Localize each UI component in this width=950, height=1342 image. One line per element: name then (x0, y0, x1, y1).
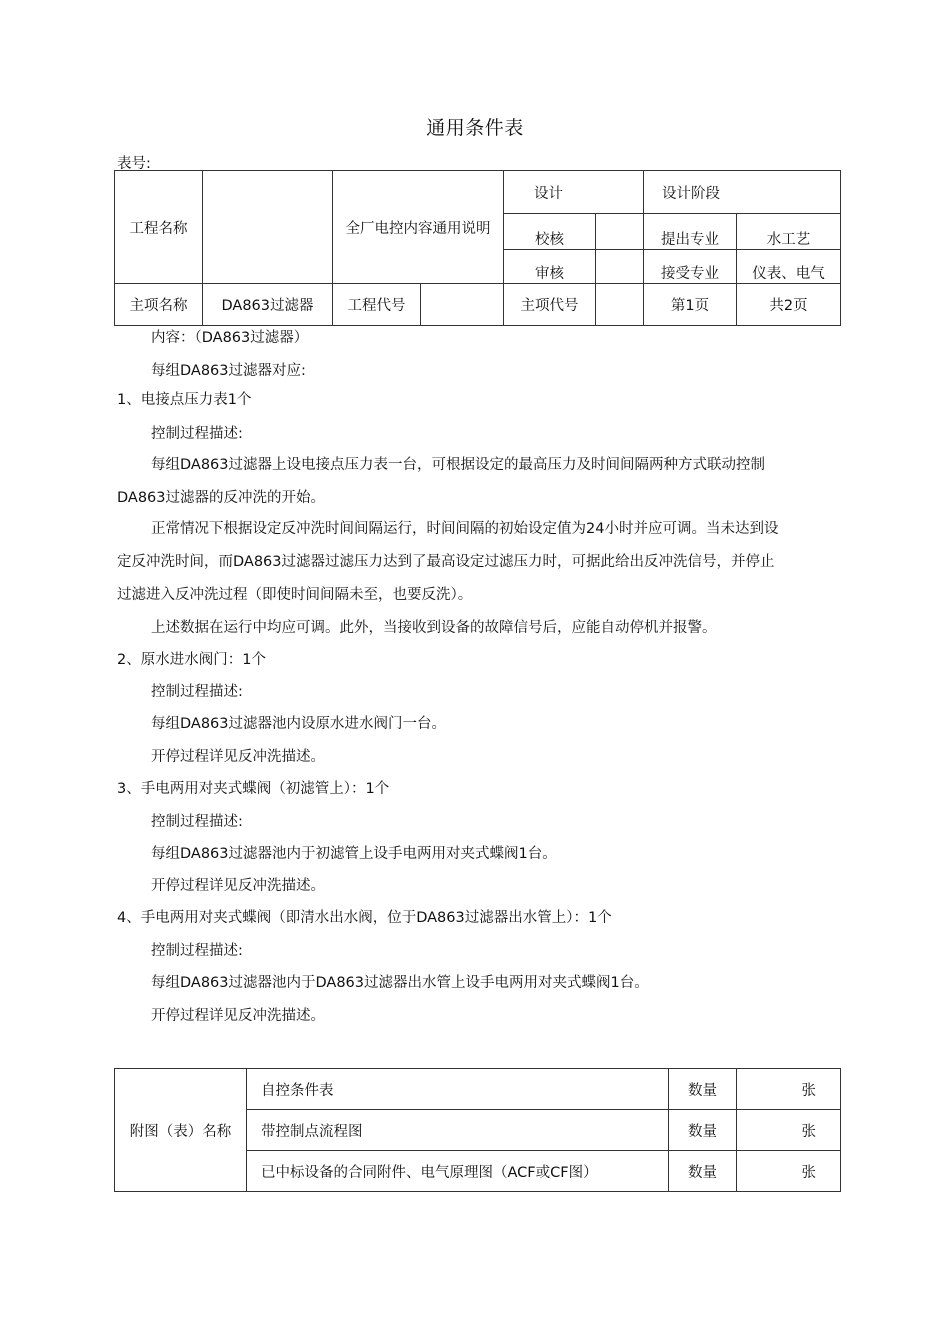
content-line: 每组DA863过滤器对应: (151, 363, 306, 379)
content-line: 开停过程详见反冲洗描述。 (151, 1008, 325, 1024)
check-value (596, 214, 644, 250)
item-name-value: DA863过滤器 (203, 284, 333, 326)
header-description: 全厂电控内容通用说明 (333, 171, 504, 284)
page-title: 通用条件表 (426, 117, 524, 139)
content-line: 控制过程描述: (151, 943, 243, 959)
content-line: 控制过程描述: (151, 814, 243, 830)
total-pages: 共2页 (737, 284, 841, 326)
content-line: 开停过程详见反冲洗描述。 (151, 878, 325, 894)
content-line: 每组DA863过滤器上设电接点压力表一台，可根据设定的最高压力及时间间隔两种方式联动控制 (151, 457, 766, 473)
check-label: 校核 (504, 214, 596, 250)
attachment-unit: 张 (737, 1069, 841, 1110)
attachment-qty-label: 数量 (669, 1110, 737, 1151)
design-label: 设计 (504, 171, 644, 214)
content-line: 过滤进入反冲洗过程（即使时间间隔未至，也要反洗）。 (117, 587, 473, 603)
design-stage-label: 设计阶段 (644, 171, 841, 214)
form-number-label: 表号: (117, 156, 151, 172)
attachment-name: 已中标设备的合同附件、电气原理图（ACF或CF图） (247, 1151, 669, 1192)
project-name-value (203, 171, 333, 284)
propose-discipline-label: 提出专业 (644, 214, 737, 250)
receive-discipline-value: 仪表、电气 (737, 250, 841, 284)
propose-discipline-value: 水工艺 (737, 214, 841, 250)
attachment-name: 自控条件表 (247, 1069, 669, 1110)
attachment-unit: 张 (737, 1110, 841, 1151)
content-line: 控制过程描述: (151, 426, 243, 442)
content-line: 控制过程描述: (151, 684, 243, 700)
content-line: 内容：（DA863过滤器） (151, 330, 309, 346)
review-label: 审核 (504, 250, 596, 284)
project-code-value (421, 284, 504, 326)
content-line: 定反冲洗时间，而DA863过滤器过滤压力达到了最高设定过滤压力时，可据此给出反冲洗信号，并停止 (117, 554, 775, 570)
project-code-label: 工程代号 (333, 284, 421, 326)
content-line: 2、原水进水阀门：1个 (117, 652, 266, 668)
review-value (596, 250, 644, 284)
attachment-qty-label: 数量 (669, 1069, 737, 1110)
project-name-label: 工程名称 (115, 171, 203, 284)
attachment-name: 带控制点流程图 (247, 1110, 669, 1151)
attachments-table (114, 1068, 841, 1192)
item-name-label: 主项名称 (115, 284, 203, 326)
attachments-label: 附图（表）名称 (115, 1069, 247, 1192)
item-code-label: 主项代号 (504, 284, 596, 326)
receive-discipline-label: 接受专业 (644, 250, 737, 284)
content-line: 上述数据在运行中均应可调。此外，当接收到设备的故障信号后，应能自动停机并报警。 (151, 620, 717, 636)
page-number: 第1页 (644, 284, 737, 326)
content-line: 正常情况下根据设定反冲洗时间间隔运行，时间间隔的初始设定值为24小时并应可调。当未达到设 (151, 521, 779, 537)
content-line: 开停过程详见反冲洗描述。 (151, 749, 325, 765)
content-line: 1、电接点压力表1个 (117, 392, 252, 408)
content-line: 每组DA863过滤器池内于DA863过滤器出水管上设手电两用对夹式蝶阀1台。 (151, 975, 649, 991)
item-code-value (596, 284, 644, 326)
content-line: 每组DA863过滤器池内设原水进水阀门一台。 (151, 716, 447, 732)
attachment-qty-label: 数量 (669, 1151, 737, 1192)
content-line: 每组DA863过滤器池内于初滤管上设手电两用对夹式蝶阀1台。 (151, 846, 557, 862)
content-line: 4、手电两用对夹式蝶阀（即清水出水阀，位于DA863过滤器出水管上）：1个 (117, 910, 612, 926)
attachment-unit: 张 (737, 1151, 841, 1192)
content-line: 3、手电两用对夹式蝶阀（初滤管上）：1个 (117, 781, 390, 797)
content-line: DA863过滤器的反冲洗的开始。 (117, 490, 326, 506)
header-table (114, 170, 841, 326)
